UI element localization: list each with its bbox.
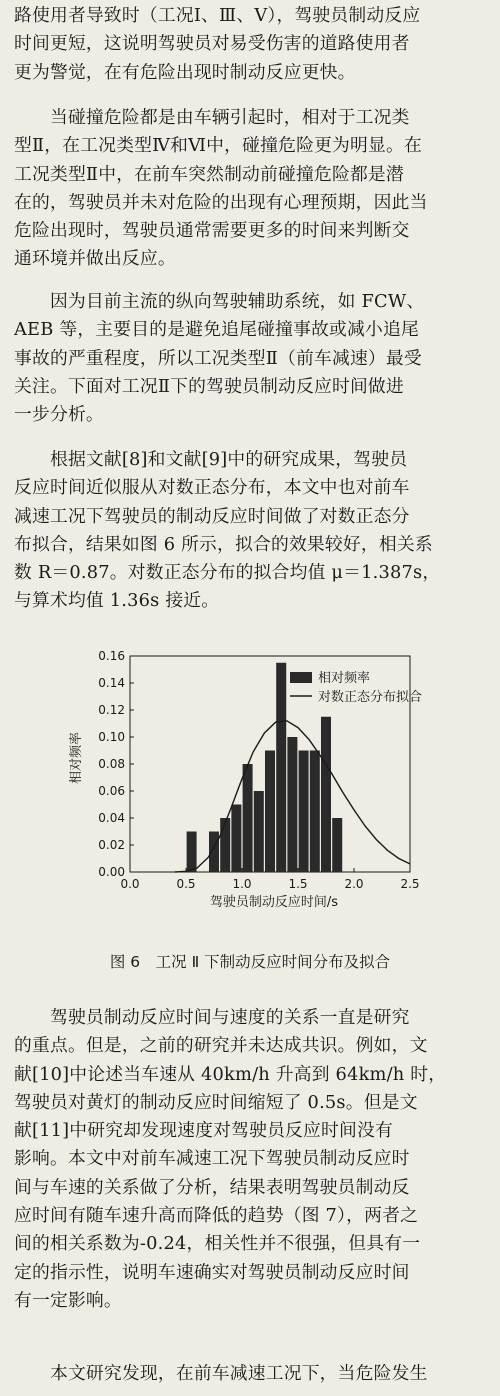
text-line: 更为警觉，在有危险出现时制动反应更快。 — [14, 61, 356, 83]
text-line: 的重点。但是，之前的研究并未达成共识。例如，文 — [14, 1035, 428, 1057]
paragraph-5 — [14, 1004, 484, 1315]
x-tick-label: 2.0 — [344, 877, 364, 891]
text-line: 有一定影响。 — [14, 1289, 122, 1311]
text-line: 危险出现时，驾驶员通常需要更多的时间来判断交 — [14, 220, 410, 242]
y-tick-label: 0.14 — [98, 676, 125, 690]
text-line: 减速工况下驾驶员的制动反应时间做了对数正态分 — [14, 505, 410, 527]
legend — [290, 670, 422, 705]
y-tick-label: 0.04 — [98, 811, 125, 825]
x-tick-label: 0.0 — [120, 877, 140, 891]
figure-6 — [60, 644, 460, 910]
histogram-bar — [209, 832, 219, 873]
text-line: 定的指示性，说明车速确实对驾驶员制动反应时间 — [14, 1261, 410, 1283]
histogram-chart — [60, 644, 460, 910]
text-line: 间与车速的关系做了分析，结果表明驾驶员制动反 — [14, 1176, 410, 1198]
legend-bar-swatch — [290, 672, 312, 683]
histogram-bar — [231, 805, 241, 873]
y-tick-label: 0.02 — [98, 838, 125, 852]
x-tick-label: 2.5 — [400, 877, 420, 891]
text-line: 事故的严重程度，所以工况类型Ⅱ（前车减速）最受 — [14, 347, 422, 369]
text-line: 数 R＝0.87。对数正态分布的拟合均值 μ＝1.387s， — [14, 562, 441, 584]
figure-caption: 图 6 工况 Ⅱ 下制动反应时间分布及拟合 — [109, 953, 391, 971]
y-tick-label: 0.10 — [98, 730, 125, 744]
text-line: 关注。下面对工况Ⅱ下的驾驶员制动反应时间做进 — [14, 375, 404, 397]
text-line: 时间更短，这说明驾驶员对易受伤害的道路使用者 — [14, 33, 410, 55]
x-tick-label: 1.5 — [288, 877, 308, 891]
histogram-bar — [276, 663, 286, 872]
text-line: 因为目前主流的纵向驾驶辅助系统，如 FCW、 — [14, 291, 425, 312]
histogram-bar — [310, 751, 320, 873]
legend-line-label: 对数正态分布拟合 — [318, 690, 423, 705]
text-line: 一步分析。 — [14, 404, 104, 426]
y-tick-label: 0.08 — [98, 757, 125, 771]
text-line: 献[10]中论述当车速从 40km/h 升高到 64km/h 时， — [14, 1063, 447, 1085]
text-line: 本文研究发现，在前车减速工况下，当危险发生 — [14, 1363, 428, 1384]
histogram-bar — [187, 832, 197, 873]
paragraph-1 — [14, 2, 484, 87]
text-line: 与算术均值 1.36s 接近。 — [14, 590, 220, 612]
text-line: 应时间有随车速升高而降低的趋势（图 7），两者之 — [14, 1205, 419, 1227]
histogram-bar — [243, 764, 253, 872]
text-line: 影响。本文中对前车减速工况下驾驶员制动反应时 — [14, 1148, 410, 1170]
text-line: 在的，驾驶员并未对危险的出现有心理预期，因此当 — [14, 191, 428, 213]
y-axis-label: 相对频率 — [69, 731, 84, 785]
histogram-bar — [321, 717, 331, 872]
paragraph-3 — [14, 288, 484, 429]
legend-bar-label: 相对频率 — [318, 671, 371, 686]
text-line: 型Ⅱ，在工况类型Ⅳ和Ⅵ中，碰撞危险更为明显。在 — [14, 135, 422, 157]
histogram-bar — [299, 751, 309, 873]
text-line: 当碰撞危险都是由车辆引起时，相对于工况类 — [14, 107, 410, 128]
y-tick-label: 0.16 — [98, 649, 125, 663]
text-line: 通环境并做出反应。 — [14, 248, 176, 270]
text-line: AEB 等，主要目的是避免追尾碰撞事故或减小追尾 — [14, 319, 419, 341]
text-line: 献[11]中研究却发现速度对驾驶员反应时间没有 — [14, 1120, 393, 1142]
y-tick-label: 0.12 — [98, 703, 125, 717]
text-line: 间的相关系数为-0.24，相关性并不很强，但具有一 — [14, 1233, 421, 1255]
x-tick-label: 1.0 — [232, 877, 252, 891]
paragraph-6 — [14, 1360, 484, 1388]
y-tick-label: 0.00 — [98, 865, 125, 879]
text-line: 布拟合，结果如图 6 所示，拟合的效果较好，相关系 — [14, 533, 433, 555]
text-line: 根据文献[8]和文献[9]中的研究成果，驾驶员 — [14, 449, 408, 470]
histogram-bar — [287, 737, 297, 872]
histogram-bar — [220, 818, 230, 872]
x-axis-label: 驾驶员制动反应时间/s — [209, 895, 339, 910]
text-line: 工况类型Ⅱ中，在前车突然制动前碰撞危险都是潜 — [14, 163, 404, 185]
text-line: 反应时间近似服从对数正态分布，本文中也对前车 — [14, 477, 410, 499]
text-line: 路使用者导致时（工况Ⅰ、Ⅲ、Ⅴ），驾驶员制动反应 — [14, 5, 421, 26]
x-tick-label: 0.5 — [176, 877, 196, 891]
paragraph-2 — [14, 104, 484, 274]
text-line: 驾驶员制动反应时间与速度的关系一直是研究 — [14, 1007, 410, 1028]
histogram-bar — [254, 791, 264, 872]
text-line: 驾驶员对黄灯的制动反应时间缩短了 0.5s。但是文 — [14, 1091, 418, 1113]
histogram-bar — [332, 818, 342, 872]
paragraph-4 — [14, 446, 484, 616]
histogram-bar — [265, 751, 275, 873]
y-tick-label: 0.06 — [98, 784, 125, 798]
